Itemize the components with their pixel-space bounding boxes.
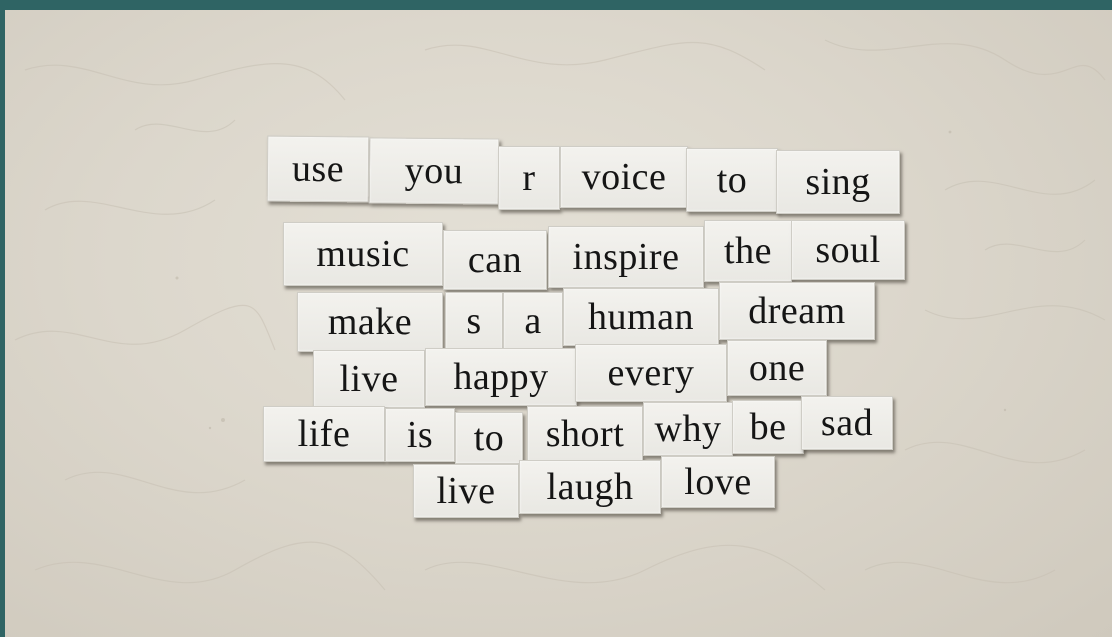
word-magnet[interactable] (445, 292, 503, 350)
word-text: dream (748, 290, 846, 332)
fridge-door-surface (5, 10, 1112, 637)
word-magnet[interactable] (704, 220, 792, 282)
word-magnet[interactable] (519, 460, 661, 514)
word-text: is (406, 414, 434, 456)
word-magnet[interactable] (263, 406, 385, 462)
word-magnet[interactable] (413, 464, 519, 518)
word-text: use (291, 147, 345, 191)
word-text: the (724, 230, 772, 272)
word-magnet[interactable] (548, 226, 704, 288)
word-magnet[interactable] (661, 456, 775, 508)
word-magnet[interactable] (385, 408, 455, 462)
word-magnet[interactable] (732, 400, 804, 454)
word-magnet[interactable] (776, 150, 900, 214)
word-text: can (467, 239, 523, 281)
word-magnet[interactable] (283, 222, 443, 286)
word-magnet[interactable] (643, 402, 733, 456)
word-magnet[interactable] (686, 148, 778, 212)
word-text: short (545, 413, 625, 455)
word-text: be (749, 406, 787, 448)
word-magnet[interactable] (443, 230, 547, 290)
word-magnet[interactable] (498, 146, 560, 210)
word-text: human (588, 296, 694, 338)
word-text: music (316, 233, 410, 275)
word-magnet[interactable] (563, 288, 719, 346)
word-text: a (524, 300, 542, 342)
word-text: love (684, 461, 752, 503)
word-text: why (654, 408, 722, 450)
word-magnet[interactable] (575, 344, 727, 402)
word-text: live (436, 470, 496, 512)
word-magnet[interactable] (297, 292, 443, 352)
word-magnet[interactable] (425, 348, 577, 406)
word-magnet[interactable] (719, 282, 875, 340)
word-text: to (716, 159, 748, 201)
word-text: s (466, 300, 482, 342)
word-text: inspire (572, 236, 680, 278)
word-text: one (748, 347, 806, 389)
word-text: to (473, 417, 505, 459)
word-text: laugh (546, 466, 634, 508)
word-text: you (404, 149, 464, 193)
word-text: r (522, 157, 536, 199)
word-text: every (607, 352, 695, 394)
word-magnet[interactable] (560, 146, 688, 208)
word-text: life (297, 413, 351, 455)
word-text: sing (805, 161, 871, 203)
word-magnet[interactable] (313, 350, 425, 408)
word-magnet[interactable] (801, 396, 893, 450)
word-magnet[interactable] (727, 340, 827, 396)
word-magnet[interactable] (455, 412, 523, 464)
word-text: soul (815, 229, 881, 271)
word-magnet[interactable] (527, 406, 643, 462)
word-text: make (327, 301, 413, 343)
word-magnet[interactable] (369, 137, 500, 204)
word-text: sad (820, 402, 874, 444)
word-magnet[interactable] (267, 136, 370, 203)
word-magnet[interactable] (791, 220, 905, 280)
word-text: live (339, 358, 399, 400)
word-text: voice (581, 156, 667, 198)
word-magnet[interactable] (503, 292, 563, 350)
word-text: happy (453, 356, 549, 398)
